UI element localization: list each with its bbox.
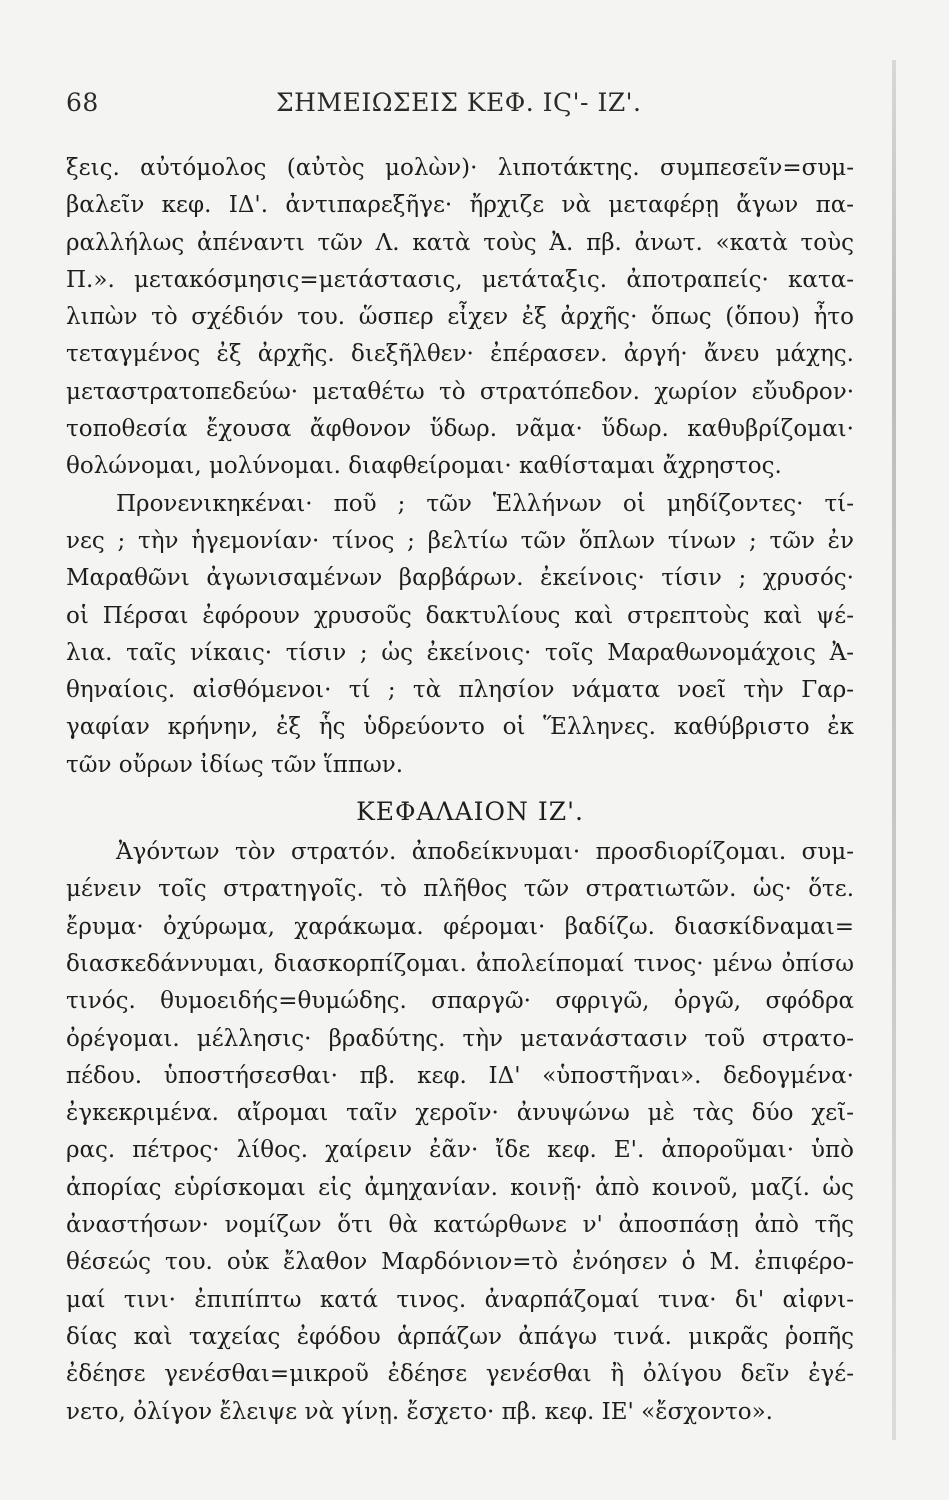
running-head: ΣΗΜΕΙΩΣΕΙΣ ΚΕΦ. ΙϚ'- ΙΖ'. — [276, 88, 642, 117]
chapter-heading: ΚΕΦΑΛΑΙΟΝ ΙΖ'. — [356, 797, 584, 827]
text-line: ἔρυμα· ὀχύρωμα, χαράκωμα. φέρομαι· βαδίζω. διασκίδναμαι= — [66, 913, 854, 940]
notes-paragraph — [66, 486, 854, 784]
text-line: ἀπορίας εὑρίσκομαι εἰς ἀμηχανίαν. κοινῇ· ἀπὸ κοινοῦ, μαζί. ὡς — [66, 1174, 854, 1201]
text-line: γαφίαν κρήνην, ἐξ ἧς ὑδρεύοντο οἱ Ἕλληνες. καθύβριστο ἐκ — [66, 714, 854, 741]
text-line: μένειν τοῖς στρατηγοῖς. τὸ πλῆθος τῶν στρατιωτῶν. ὡς· ὅτε. — [66, 876, 854, 903]
text-line: θολώνομαι, μολύνομαι. διαφθείρομαι· καθίσταμαι ἄχρηστος. — [66, 453, 782, 480]
text-line: τεταγμένος ἐξ ἀρχῆς. διεξῆλθεν· ἐπέρασεν. ἀργή· ἄνευ μάχης. — [66, 341, 854, 368]
text-line: θέσεώς του. οὐκ ἔλαθον Μαρδόνιον=τὸ ἐνόησεν ὁ Μ. ἐπιφέρο- — [66, 1249, 854, 1276]
text-line: Προνενικηκέναι· ποῦ ; τῶν Ἑλλήνων οἱ μηδίζοντες· τί- — [116, 490, 854, 517]
text-line: Ἀγόντων τὸν στρατόν. ἀποδείκνυμαι· προσδιορίζομαι. συμ- — [116, 839, 854, 866]
text-line: δίας καὶ ταχείας ἐφόδου ἁρπάζων ἀπάγω τινά. μικρᾶς ῥοπῆς — [66, 1323, 854, 1350]
text-line: νες ; τὴν ἡγεμονίαν· τίνος ; βελτίω τῶν ὅπλων τίνων ; τῶν ἐν — [66, 527, 854, 554]
text-line: Π.». μετακόσμησις=μετάστασις, μετάταξις. ἀποτραπείς· κατα- — [66, 266, 854, 293]
body-text — [66, 150, 854, 1431]
text-line: μεταστρατοπεδεύω· μεταθέτω τὸ στρατόπεδον. χωρίον εὔυδρον· — [66, 378, 854, 405]
text-line: μαί τινι· ἐπιπίπτω κατά τινος. ἀναρπάζομαί τινα· δι' αἰφνι- — [66, 1286, 854, 1313]
text-line: ἐγκεκριμένα. αἴρομαι ταῖν χεροῖν· ἀνυψώνω μὲ τὰς δύο χεῖ- — [66, 1100, 854, 1127]
text-line: Μαραθῶνι ἀγωνισαμένων βαρβάρων. ἐκείνοις· τίσιν ; χρυσός· — [66, 565, 854, 592]
text-line: ξεις. αὐτόμολος (αὐτὸς μολὼν)· λιποτάκτης. συμπεσεῖν=συμ- — [66, 155, 854, 181]
text-line: ἀναστήσων· νομίζων ὅτι θὰ κατώρθωνε ν' ἀποσπάσῃ ἀπὸ τῆς — [66, 1212, 854, 1239]
text-line: τοποθεσία ἔχουσα ἄφθονον ὕδωρ. νᾶμα· ὕδωρ. καθυβρίζομαι· — [66, 416, 854, 443]
text-line: ὀρέγομαι. μέλλησις· βραδύτης. τὴν μετανάστασιν τοῦ στρατο- — [66, 1025, 854, 1052]
text-line: τῶν οὔρων ἰδίως τῶν ἵππων. — [66, 751, 404, 778]
text-line: λιπὼν τὸ σχέδιόν του. ὥσπερ εἶχεν ἐξ ἀρχῆς· ὅπως (ὅπου) ἦτο — [66, 304, 854, 331]
text-line: τινός. θυμοειδής=θυμώδης. σπαργῶ· σφριγῶ, ὀργῶ, σφόδρα — [66, 988, 854, 1015]
text-line: θηναίοις. αἰσθόμενοι· τί ; τὰ πλησίον νάματα νοεῖ τὴν Γαρ- — [66, 677, 854, 704]
text-line: ἐδέησε γενέσθαι=μικροῦ ἐδέησε γενέσθαι ἢ ὀλίγου δεῖν ἐγέ- — [66, 1361, 854, 1388]
text-line: λια. ταῖς νίκαις· τίσιν ; ὡς ἐκείνοις· τοῖς Μαραθωνομάχοις Ἀ- — [66, 639, 854, 666]
text-line: ρας. πέτρος· λίθος. χαίρειν ἐᾶν· ἴδε κεφ. Ε'. ἀποροῦμαι· ὑπὸ — [66, 1137, 854, 1164]
text-line: βαλεῖν κεφ. ΙΔ'. ἀντιπαρεξῆγε· ἤρχιζε νὰ μεταφέρῃ ἄγων πα- — [66, 192, 854, 219]
page-edge-shadow — [892, 60, 896, 1440]
text-line: οἱ Πέρσαι ἐφόρουν χρυσοῦς δακτυλίους καὶ στρεπτοὺς καὶ ψέ- — [66, 602, 854, 629]
page-number: 68 — [66, 88, 99, 117]
text-line: ραλλήλως ἀπέναντι τῶν Λ. κατὰ τοὺς Ἀ. πβ. ἀνωτ. «κατὰ τοὺς — [66, 229, 854, 256]
notes-section-17 — [66, 834, 854, 1431]
notes-section-16 — [66, 150, 854, 486]
text-line: πέδου. ὑποστήσεσθαι· πβ. κεφ. ΙΔ' «ὑποστῆναι». δεδογμένα· — [66, 1062, 854, 1089]
text-line: διασκεδάννυμαι, διασκορπίζομαι. ἀπολείπομαί τινος· μένω ὀπίσω — [66, 950, 854, 977]
text-line: νετο, ὀλίγον ἔλειψε νὰ γίνῃ. ἔσχετο· πβ. κεφ. ΙΕ' «ἔσχοντο». — [66, 1398, 773, 1425]
